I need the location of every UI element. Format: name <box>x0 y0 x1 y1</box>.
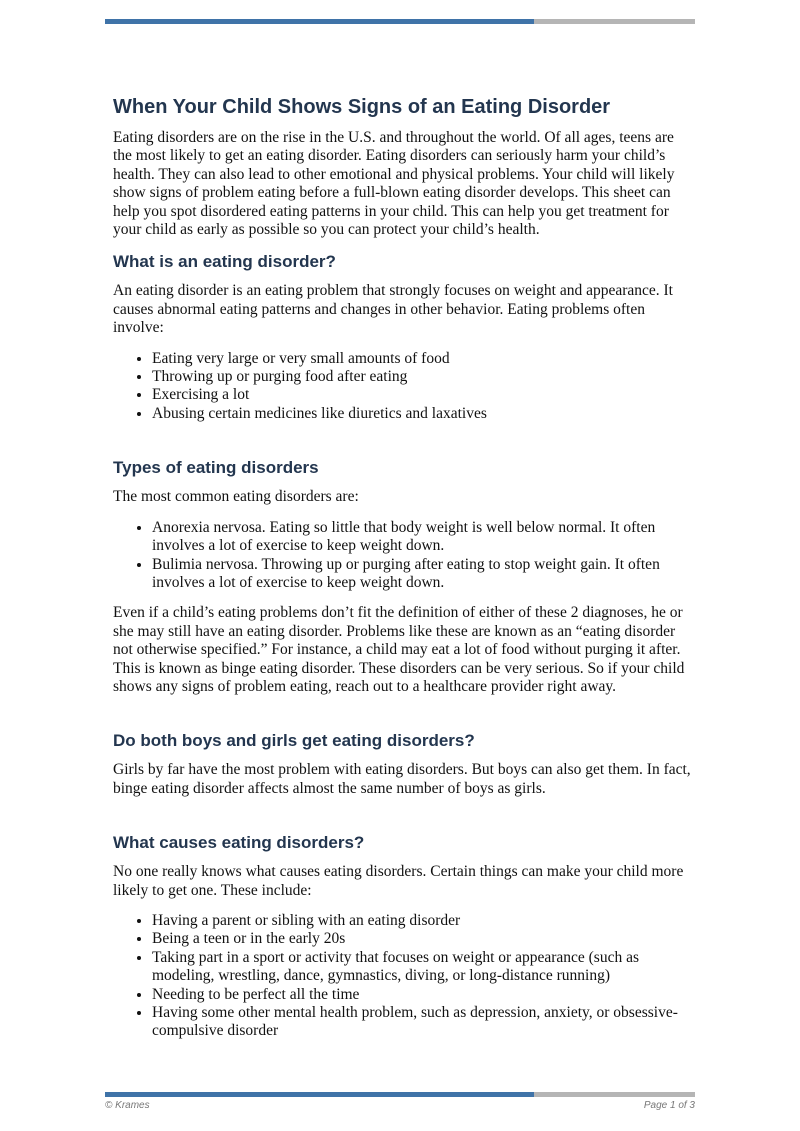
footer-page-number: Page 1 of 3 <box>643 1100 695 1111</box>
list-item: • Throwing up or purging food after eating <box>152 368 693 386</box>
bullet-list-causes <box>113 912 693 1041</box>
section-paragraph-causes: No one really knows what causes eating disorders. Certain things can make your child more likely to get one. These include: <box>113 863 684 899</box>
section-spacer <box>113 810 693 832</box>
footer-rule-accent <box>105 1092 534 1097</box>
footer-rule <box>105 1092 695 1097</box>
document-body <box>113 94 693 1053</box>
list-item: • Abusing certain medicines like diuretics and laxatives <box>152 405 693 423</box>
list-item: • Bulimia nervosa. Throwing up or purging after eating to stop weight gain. It often involves a lot of exercise to keep weight down. <box>152 556 693 593</box>
list-item: • Being a teen or in the early 20s <box>152 930 693 948</box>
bullet-list-what-is <box>113 350 693 424</box>
list-item: • Taking part in a sport or activity that focuses on weight or appearance (such as modeling, wrestling, dance, gymnastics, diving, or long-distance running) <box>152 949 693 986</box>
list-item: • Exercising a lot <box>152 386 693 404</box>
section-spacer <box>113 708 693 730</box>
section-heading-types: Types of eating disorders <box>113 458 319 478</box>
section-paragraph-boys-girls: Girls by far have the most problem with eating disorders. But boys can also get them. In fact, binge eating disorder affects almost the same number of boys as girls. <box>113 761 691 797</box>
section-heading-boys-girls: Do both boys and girls get eating disorders? <box>113 731 475 751</box>
intro-paragraph: Eating disorders are on the rise in the U.S. and throughout the world. Of all ages, teens are the most likely to get an eating disorder. Eating disorders can seriously harm your child’s health. They can also lead to other emotional and physical problems. Your child will likely show signs of problem eating before a full-blown eating disorder develops. This sheet can help you spot disordered eating patterns in your child. This can help you get treatment for your child as early as possible so you can protect your child’s health. <box>113 129 675 239</box>
list-item: • Eating very large or very small amounts of food <box>152 350 693 368</box>
section-paragraph-types: The most common eating disorders are: <box>113 488 359 506</box>
bullet-list-types <box>113 519 693 593</box>
list-item: • Having a parent or sibling with an eating disorder <box>152 912 693 930</box>
header-rule <box>105 19 695 24</box>
section-heading-causes: What causes eating disorders? <box>113 833 365 853</box>
header-rule-muted <box>534 19 695 24</box>
section-heading-what-is: What is an eating disorder? <box>113 252 336 272</box>
section-paragraph-what-is: An eating disorder is an eating problem that strongly focuses on weight and appearance. It causes abnormal eating patterns and changes in other behavior. Eating problems often involve: <box>113 282 673 337</box>
section-paragraph-types-followup: Even if a child’s eating problems don’t fit the definition of either of these 2 diagnoses, he or she may still have an eating disorder. Problems like these are known as an “eating disorder not otherwise specified.” For instance, a child may eat a lot of food without purging it after. This is known as binge eating disorder. These disorders can be very serious. So if your child shows any signs of problem eating, reach out to a healthcare provider right away. <box>113 604 685 695</box>
footer-rule-muted <box>534 1092 695 1097</box>
list-item: • Having some other mental health problem, such as depression, anxiety, or obsessive-compulsive disorder <box>152 1004 693 1041</box>
header-rule-accent <box>105 19 534 24</box>
section-spacer <box>113 435 693 457</box>
footer-copyright: © Krames <box>105 1100 150 1111</box>
page-footer <box>105 1100 695 1111</box>
document-title: When Your Child Shows Signs of an Eating Disorder <box>113 96 611 118</box>
list-item: • Anorexia nervosa. Eating so little that body weight is well below normal. It often involves a lot of exercise to keep weight down. <box>152 519 693 556</box>
list-item: • Needing to be perfect all the time <box>152 986 693 1004</box>
